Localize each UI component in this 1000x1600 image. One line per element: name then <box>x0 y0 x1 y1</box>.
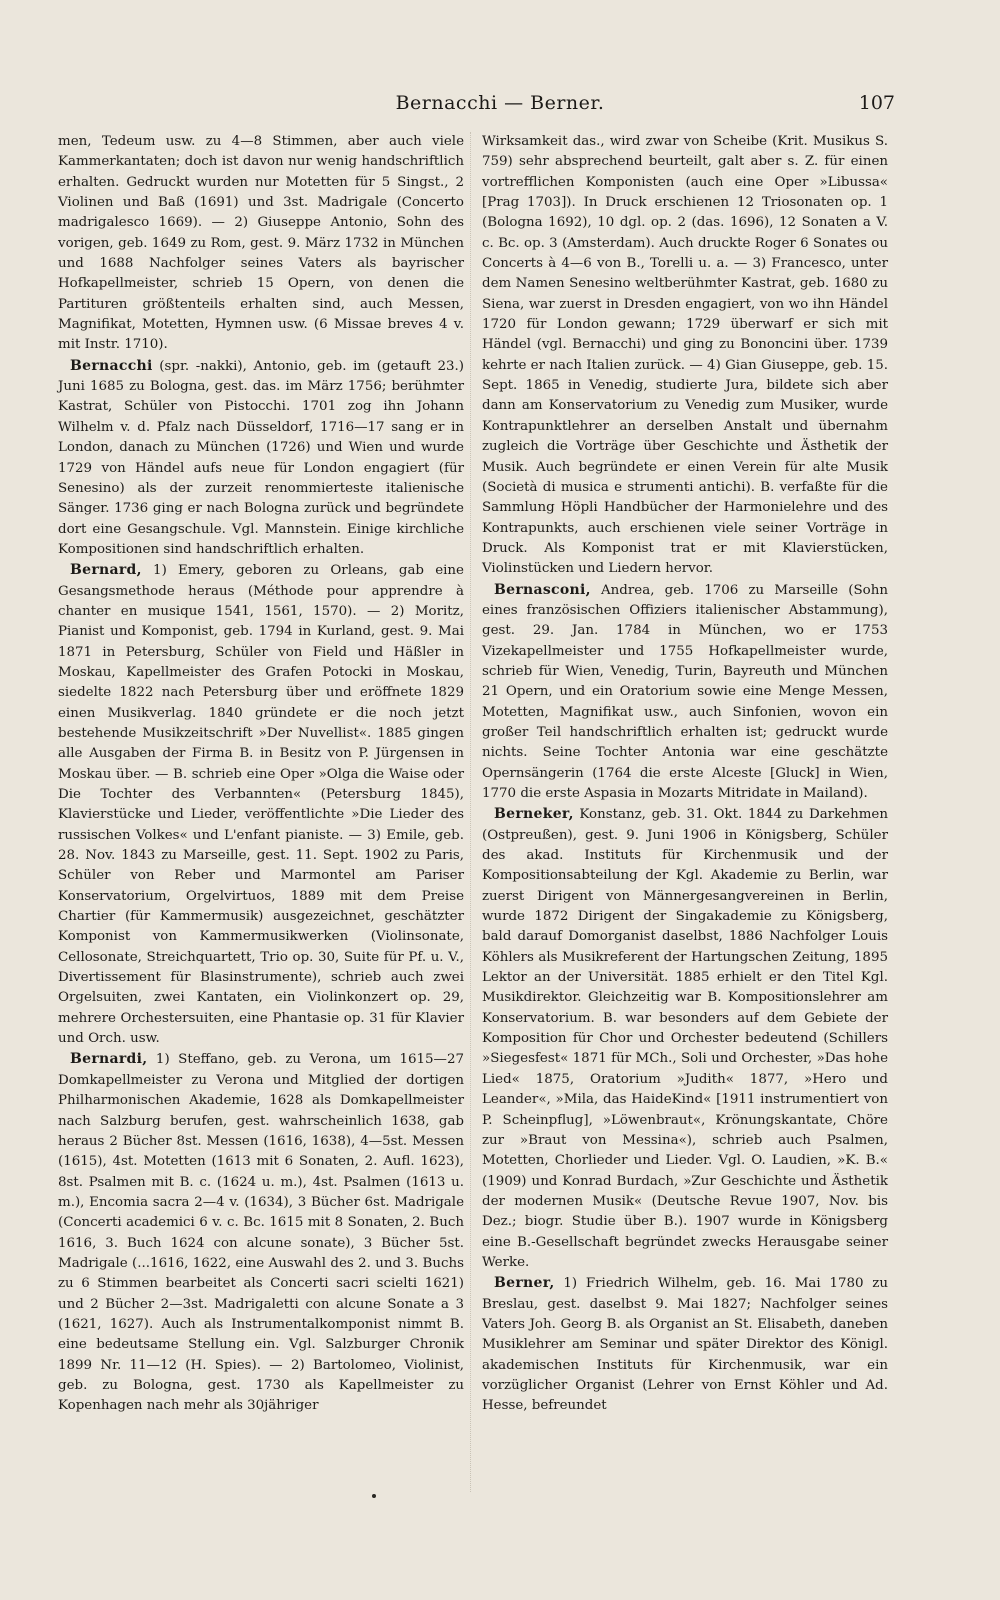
headword: Bernacchi <box>70 357 153 374</box>
headword: Berneker, <box>494 806 574 823</box>
header-title: Bernacchi — Berner. <box>395 92 605 114</box>
entry-text: Konstanz, geb. 31. Okt. 1844 zu Darkehmen (Ostpreußen), gest. 9. Juni 1906 in Königsberg, Schüler des akad. Instituts für Kirchenmusik und der Kompositionsabteilung der Kgl. Akademie zu Berlin, war zuerst Dirigent von Männergesangvereinen in Berlin, wurde 1872 Dirigent der Singakademie zu Königsberg, bald darauf Domorganist daselbst, 1886 Nachfolger Louis Köhlers als Musikreferent der Hartungschen Zeitung, 1895 Lektor an der Universität. 1885 erhielt er den Titel Kgl. Musikdirektor. Gleichzeitig war B. Kompositionslehrer am Konservatorium. B. war besonders auf dem Gebiete der Komposition für Chor und Orchester bedeutend (Schillers »Siegesfest« 1871 für MCh., Soli und Orchester, »Das hohe Lied« 1875, Oratorium »Judith« 1877, »Hero und Leander«, »Mila, das HaideKind« [1911 instrumentiert von P. Scheinpflug], »Löwenbraut«, Krönungskantate, Chöre zur »Braut von Messina«), schrieb auch Psalmen, Motetten, Chorlieder und Lieder. Vgl. O. Laudien, »K. B.« (1909) und Konrad Burdach, »Zur Geschichte und Ästhetik der modernen Musik« (Deutsche Revue 1907, Nov. bis Dez.; biogr. Studie über B.). 1907 wurde in Königsberg eine B.-Gesellschaft begründet zwecks Herausgabe seiner Werke. <box>482 807 888 1270</box>
entry-text: 1) Steffano, geb. zu Verona, um 1615—27 Domkapellmeister zu Verona und Mitglied der dortigen Philharmonischen Akademie, 1628 als Domkapellmeister nach Salzburg berufen, gest. wahrscheinlich 1638, gab heraus 2 Bücher 8st. Messen (1616, 1638), 4—5st. Messen (1615), 4st. Motetten (1613 mit 6 Sonaten, 2. Aufl. 1623), 8st. Psalmen mit B. c. (1624 u. m.), 4st. Psalmen (1613 u. m.), Encomia sacra 2—4 v. (1634), 3 Bücher 6st. Madrigale (Concerti academici 6 v. c. Bc. 1615 mit 8 Sonaten, 2. Buch 1616, 3. Buch 1624 con alcune sonate), 3 Bücher 5st. Madrigale (...1616, 1622, eine Auswahl des 2. und 3. Buchs zu 6 Stimmen bearbeitet als Concerti sacri scielti 1621) und 2 Bücher 2—3st. Madrigaletti con alcune Sonate a 3 (1621, 1627). Auch als Instrumentalkomponist nimmt B. eine bedeutsame Stellung ein. Vgl. Salzburger Chronik 1899 Nr. 11—12 (H. Spies). — 2) Bartolomeo, Violinist, geb. zu Bologna, gest. 1730 als Kapellmeister zu Kopenhagen nach mehr als 30jähriger <box>58 1052 464 1414</box>
right-column <box>482 132 888 1417</box>
headword: Bernardi, <box>70 1051 148 1068</box>
continued-entry-paragraph: men, Tedeum usw. zu 4—8 Stimmen, aber auch viele Kammerkantaten; doch ist davon nur wenig handschriftlich erhalten. Gedruckt wurden nur Motetten für 5 Singst., 2 Violinen und Baß (1691) und 3st. Madrigale (Concerto madrigalesco 1669). — 2) Giuseppe Antonio, Sohn des vorigen, geb. 1649 zu Rom, gest. 9. März 1732 in München und 1688 Nachfolger seines Vaters als bayrischer Hofkapellmeister, schrieb 15 Opern, von denen die Partituren größtenteils erhalten sind, auch Messen, Magnifikat, Motetten, Hymnen usw. (6 Missae breves 4 v. mit Instr. 1710). <box>58 134 464 353</box>
entry-berner <box>482 1273 888 1416</box>
headword: Berner, <box>494 1275 555 1292</box>
entry-bernardi <box>58 1049 464 1416</box>
ink-dot <box>372 1494 376 1498</box>
entry-bernard <box>58 560 464 1049</box>
entry-text: Andrea, geb. 1706 zu Marseille (Sohn eines französischen Offiziers italienischer Abstammung), gest. 29. Jan. 1784 in München, wo er 1753 Vizekapellmeister und 1755 Hofkapellmeister wurde, schrieb für Wien, Venedig, Turin, Bayreuth und München 21 Opern, und ein Oratorium sowie eine Menge Messen, Motetten, Magnifikat usw., auch Sinfonien, wovon ein großer Teil handschriftlich erhalten ist; gedruckt wurde nichts. Seine Tochter Antonia war eine geschätzte Opernsängerin (1764 die erste Alceste [Gluck] in Wien, 1770 die erste Aspasia in Mozarts Mitridate in Mailand). <box>482 582 888 801</box>
running-header <box>0 92 1000 120</box>
headword: Bernard, <box>70 562 142 579</box>
continued-entry-paragraph: Wirksamkeit das., wird zwar von Scheibe (Krit. Musikus S. 759) sehr absprechend beurteilt, galt aber s. Z. für einen vortrefflichen Komponisten (auch eine Oper »Libussa« [Prag 1703]). In Druck erschienen 12 Triosonaten op. 1 (Bologna 1692), 10 dgl. op. 2 (das. 1696), 12 Sonaten a V. c. Bc. op. 3 (Amsterdam). Auch druckte Roger 6 Sonates ou Concerts à 4—6 von B., Torelli u. a. — 3) Francesco, unter dem Namen Senesino weltberühmter Kastrat, geb. 1680 zu Siena, war zuerst in Dresden engagiert, von wo ihn Händel 1720 für London gewann; 1729 überwarf er sich mit Händel (vgl. Bernacchi) und ging zu Bononcini über. 1739 kehrte er nach Italien zurück. — 4) Gian Giuseppe, geb. 15. Sept. 1865 in Venedig, studierte Jura, bildete sich aber dann am Konservatorium zu Venedig zum Musiker, wurde Kontrapunktlehrer an derselben Anstalt und übernahm zugleich die Vorträge über Geschichte und Ästhetik der Musik. Auch begründete er einen Verein für alte Musik (Società di musica e strumenti antichi). B. verfaßte für die Sammlung Höpli Handbücher der Harmonielehre und des Kontrapunkts, auch erschienen viele seiner Vorträge in Druck. Als Komponist trat er mit Klavierstücken, Violinstücken und Liedern hervor. <box>482 134 888 577</box>
entry-text: 1) Emery, geboren zu Orleans, gab eine Gesangsmethode heraus (Méthode pour apprendre à chanter en musique 1541, 1561, 1570). — 2) Moritz, Pianist und Komponist, geb. 1794 in Kurland, gest. 9. Mai 1871 in Petersburg, Schüler von Field und Häßler in Moskau, Kapellmeister des Grafen Potocki in Moskau, siedelte 1822 nach Petersburg über und eröffnete 1829 einen Musikverlag. 1840 gründete er die noch jetzt bestehende Musikzeitschrift »Der Nuvellist«. 1885 gingen alle Ausgaben der Firma B. in Besitz von P. Jürgensen in Moskau über. — B. schrieb eine Oper »Olga die Waise oder Die Tochter des Verbannten« (Petersburg 1845), Klavierstücke und Lieder, veröffentlichte »Die Lieder des russischen Volkes« und L'enfant pianiste. — 3) Emile, geb. 28. Nov. 1843 zu Marseille, gest. 11. Sept. 1902 zu Paris, Schüler von Reber und Marmontel am Pariser Konservatorium, Orgelvirtuos, 1889 mit dem Preise Chartier (für Kammermusik) ausgezeichnet, geschätzter Komponist von Kammermusikwerken (Violinsonate, Cellosonate, Streichquartett, Trio op. 30, Suite für Pf. u. V., Divertissement für Blasinstrumente), schrieb auch zwei Orgelsuiten, zwei Kantaten, ein Violinkonzert op. 29, mehrere Orchestersuiten, eine Phantasie op. 31 für Klavier und Orch. usw. <box>58 563 464 1047</box>
headword: Bernasconi, <box>494 581 591 598</box>
column-divider <box>470 132 471 1492</box>
entry-text: 1) Friedrich Wilhelm, geb. 16. Mai 1780 zu Breslau, gest. daselbst 9. Mai 1827; Nachfolger seines Vaters Joh. Georg B. als Organist an St. Elisabeth, daneben Musiklehrer am Seminar und später Direktor des Königl. akademischen Instituts für Kirchenmusik, war ein vorzüglicher Organist (Lehrer von Ernst Köhler und Ad. Hesse, befreundet <box>482 1276 888 1414</box>
entry-text: (spr. -nakki), Antonio, geb. im (getauft 23.) Juni 1685 zu Bologna, gest. das. im März 1756; berühmter Kastrat, Schüler von Pistocchi. 1701 zog ihn Johann Wilhelm v. d. Pfalz nach Düsseldorf, 1716—17 sang er in London, danach zu München (1726) und Wien und wurde 1729 von Händel aufs neue für London engagiert (für Senesino) als der zurzeit renommierteste italienische Sänger. 1736 ging er nach Bologna zurück und begründete dort eine Gesangschule. Vgl. Mannstein. Einige kirchliche Kompositionen sind handschriftlich erhalten. <box>58 358 464 557</box>
left-column <box>58 132 464 1417</box>
entry-berneker <box>482 804 888 1273</box>
page-number: 107 <box>858 92 895 114</box>
entry-bernasconi <box>482 580 888 805</box>
entry-bernacchi <box>58 356 464 560</box>
